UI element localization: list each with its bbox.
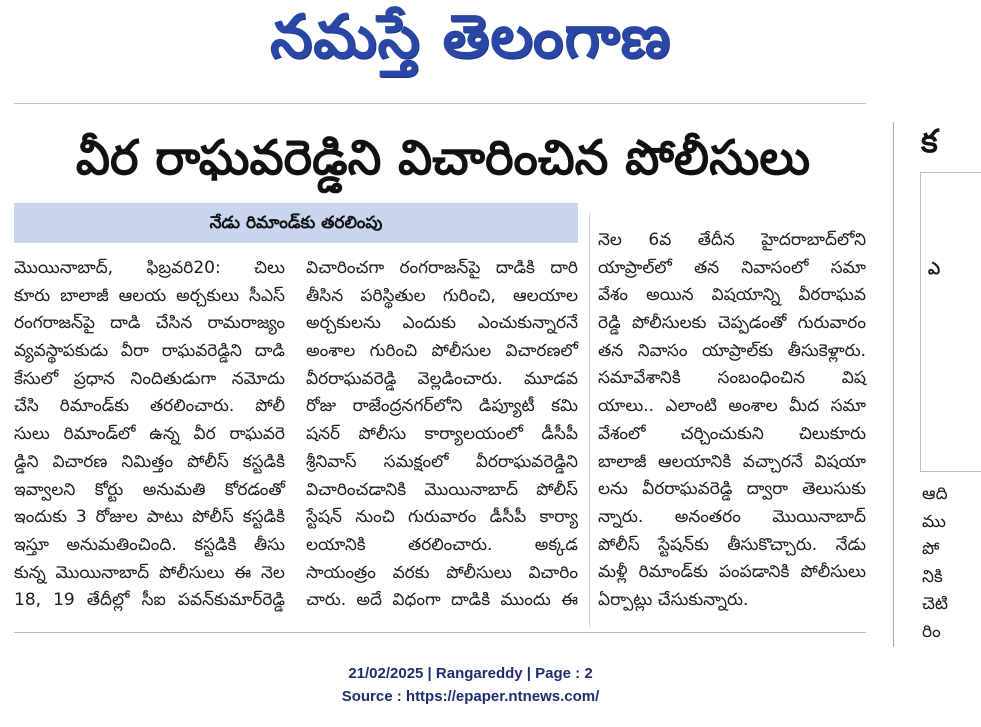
article-text-line: బాలాజీ ఆలయానికి వచ్చారనే విషయా [598,451,866,472]
clipping-footer [0,662,941,708]
article-text-line: వేశంలో చర్చించుకుని చిలుకూరు [598,423,866,444]
article-text-line: విచారించగా రంగరాజన్‌పై దాడికి దారి [306,258,578,278]
adjacent-article-divider [893,122,894,647]
article-text-line: ఇందుకు 3 రోజుల పాటు పోలీస్ కస్టడికి [14,507,285,528]
article-column-3 [598,227,866,615]
article-text-line: సులు రిమాండ్‌లో ఉన్న వీర రాఘవరె [14,424,285,445]
article-text-line: ఏర్పాట్లు చేసుకున్నారు. [598,589,749,610]
adjacent-article-fragment [914,0,949,727]
article-text-line: అంశాల గురించి పోలీసుల విచారణలో [306,341,578,362]
adjacent-text-line-fragment: నికి [922,566,943,587]
article-text-line: డ్డిని విచారణ నిమిత్తం పోలీస్ కస్టడికి [14,451,285,472]
article-text-line: రంగరాజన్‌పై దాడి చేసిన రామరాజ్యం [14,313,285,334]
article-text-line: ఇవ్వాలని కోర్టు అనుమతి కోరడంతో [14,479,285,500]
article-text-line: స్టేషన్ నుంచి గురువారం డీసీపీ కార్యా [306,507,578,528]
article-text-line: కూరు బాలాజీ ఆలయ అర్చకులు సీఎస్ [14,285,285,306]
subheadline-banner [14,203,578,243]
article-text-line: మళ్లీ రిమాండ్‌కు పంపడానికి పోలీసులు [598,562,866,583]
article-text-line: వీరరాఘవరెడ్డి వెల్లడించారు. మూడవ [306,368,578,389]
article-column-2 [306,255,578,615]
adjacent-boxed-item [920,172,981,472]
article-column-1 [14,255,285,615]
article-text-line: నెల 6వ తేదీన హైదరాబాద్‌లోని [598,230,866,250]
article-text-line: షనర్ పోలీసు కార్యాలయంలో డీసీపీ [306,424,578,445]
article-text-line: విచారించడానికి మొయినాబాద్ పోలీస్ [306,479,578,500]
article-text-line: అర్చకులను ఎందుకు ఎంచుకున్నారనే [306,313,578,334]
article-text-line: యాలు.. ఎలాంటి అంశాల మీద సమా [598,396,866,417]
article-text-line: రెడ్డి పోలీసులకు చెప్పడంతో గురువారం [598,313,866,334]
article-text-line: ఇస్తూ అనుమతించింది. కస్టడికి తీసు [14,534,285,555]
column-divider [589,213,590,627]
article-text-line: సాయంత్రం వరకు పోలీసులు విచారిం [306,562,578,583]
article-text-line: మొయినాబాద్, ఫిబ్రవరి20: చిలు [14,258,285,278]
adjacent-text-line-fragment: ము [922,511,946,532]
article-text-line: వేశం అయిన విషయాన్ని వీరరాఘవ [598,285,866,306]
article-text-line: న్నారు. అనంతరం మొయినాబాద్ [598,506,866,527]
adjacent-text-line-fragment: పో [922,539,940,560]
article-text-line: తన నివాసం యాప్రాల్‌కు తీసుకెళ్లారు. [598,340,866,361]
article-text-line: పోలీస్ స్టేషన్‌కు తీసుకొచ్చారు. నేడు [598,534,866,555]
subheadline-text: నేడు రిమాండ్‌కు తరలింపు [209,213,383,233]
article-text-line: కున్న మొయినాబాద్ పోలీసులు ఈ నెల [14,562,285,583]
article-text-line: చేసి రిమాండ్‌కు తరలించారు. పోలీ [14,396,285,417]
article-text-line: వ్యవస్థాపకుడు వీరా రాఘవరెడ్డిని దాడి [14,341,285,362]
footer-edition-line: 21/02/2025 | Rangareddy | Page : 2 [348,665,593,682]
article-text-line: 18, 19 తేదీల్లో సీఐ పవన్‌కుమార్‌రెడ్డి [14,590,285,611]
adjacent-box-text-fragment: ఎ [928,259,941,279]
adjacent-text-line-fragment: చెటి [922,594,949,615]
masthead-logo: నమస్తే తెలంగాణ [269,2,672,72]
article-text-line: లను వీరరాఘవరెడ్డి ద్వారా తెలుసుకు [598,479,866,500]
footer-source-line: Source : https://epaper.ntnews.com/ [341,688,600,705]
article-text-line: రోజు రాజేంద్రనగర్‌లోని డిప్యూటీ కమి [306,396,578,417]
article-text-line: సమావేశానికి సంబంధించిన విష [598,368,866,389]
article-text-line: కేసులో ప్రధాన నిందితుడుగా నమోదు [14,368,285,389]
article-text-line: తీసిన పరిస్థితుల గురించి, ఆలయాల [306,285,578,306]
adjacent-text-line-fragment: ఆది [922,484,948,504]
adjacent-text-lines [922,481,948,647]
adjacent-headline-fragment: క [921,122,938,160]
article-text-line: లయానికి తరలించారు. అక్కడ [306,534,578,555]
article-text-line: చారు. అదే విధంగా దాడికి ముందు ఈ [306,590,578,611]
article-text-line: శ్రీనివాస్ సమక్షంలో వీరరాఘవరెడ్డిని [306,451,578,472]
adjacent-text-line-fragment: రిం [922,621,941,642]
article-text-line: యాప్రాల్‌లో తన నివాసంలో సమా [598,257,866,278]
article-headline: వీర రాఘవరెడ్డిని విచారించిన పోలీసులు [75,130,811,186]
bottom-divider [14,632,866,633]
top-divider [14,103,866,104]
